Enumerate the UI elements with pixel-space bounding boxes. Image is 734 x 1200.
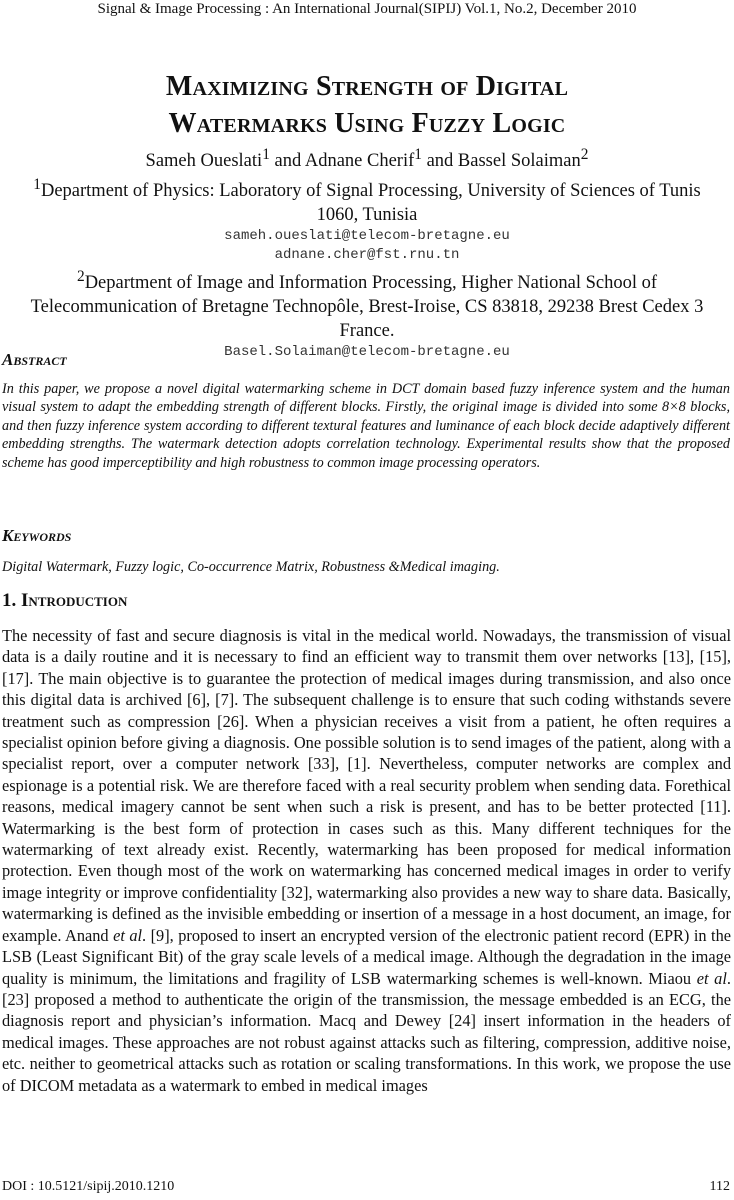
affiliation-1-text: Department of Physics: Laboratory of Signal Processing, University of Sciences of Tunis 1060, Tunisia <box>40 181 701 226</box>
introduction-heading: 1. Introduction <box>2 590 128 611</box>
email-2[interactable]: adnane.cher@fst.rnu.tn <box>274 247 460 264</box>
introduction-body <box>2 625 731 1096</box>
email-1[interactable]: sameh.oueslati@telecom-bretagne.eu <box>224 228 510 245</box>
author-1-sup: 1 <box>262 146 270 163</box>
title-line-2: Watermarks Using Fuzzy Logic <box>168 108 566 139</box>
intro-part-2: . [9], proposed to insert an encrypted version of the electronic patient record (EPR) in the LSB (Least Significant Bit) of the gray scale levels of a medical image. Although the degradation in the image quality is minimum, the limitations and fragility of LSB watermarking schemes is well-known. Miaou <box>2 925 731 988</box>
affiliation-1 <box>0 173 734 227</box>
author-list <box>0 143 734 173</box>
affiliation-2-text: Department of Image and Information Processing, Higher National School of Telecommunication of Bretagne Technopôle, Brest-Iroise, CS 83818, 29238 Brest Cedex 3 France. <box>30 273 704 342</box>
affiliation-2 <box>0 265 734 343</box>
author-1: Sameh Oueslati <box>145 151 263 172</box>
author-2: and Adnane Cherif <box>269 151 415 172</box>
running-head: Signal & Image Processing : An International Journal(SIPIJ) Vol.1, No.2, December 2010 <box>97 1 637 17</box>
intro-etal-2: et al <box>696 968 727 988</box>
title-line-1: Maximizing Strength of Digital <box>165 71 569 102</box>
paper-title <box>0 68 734 142</box>
author-3-sup: 2 <box>580 146 589 163</box>
intro-part-1: The necessity of fast and secure diagnosis is vital in the medical world. Nowadays, the transmission of visual data is a daily routine and it is necessary to find an efficient way to transmit them over networks [13], [15], [17]. The main objective is to guarantee the protection of medical images during transmission, and also once this digital data is archived [6], [7]. The subsequent challenge is to ensure that such coding withstands severe treatment such as compression [26]. When a physician receives a visit from a patient, he often requires a specialist opinion before giving a diagnosis. One possible solution is to send images of the patient, along with a specialist report, over a computer network [33], [1]. Nevertheless, computer networks are complex and espionage is a potential risk. We are therefore faced with a real security problem when sending data. Forethical reasons, medical imagery cannot be sent when such a risk is present, and has to be better protected [11]. Watermarking is the best form of protection in cases such as this. Many different techniques for the watermarking of text already exist. Recently, watermarking has been proposed for medical information protection. Even though most of the work on watermarking has concerned medical images in order to verify image integrity or improve confidentiality [32], watermarking also provides a new way to share data. Basically, watermarking is defined as the invisible embedding or insertion of a message in a host document, an image, for example. Anand <box>2 626 731 945</box>
author-2-sup: 1 <box>414 146 422 163</box>
author-3: and Bassel Solaiman <box>421 151 581 172</box>
abstract-heading: Abstract <box>2 350 67 369</box>
doi[interactable]: DOI : 10.5121/sipij.2010.1210 <box>2 1179 175 1194</box>
email-3[interactable]: Basel.Solaiman@telecom-bretagne.eu <box>224 344 510 361</box>
title-block <box>0 68 734 362</box>
affiliation-1-sup: 1 <box>33 176 41 194</box>
intro-etal-1: et al <box>113 925 143 945</box>
keywords-heading: Keywords <box>2 526 72 545</box>
page-number: 112 <box>709 1179 730 1194</box>
affiliation-2-sup: 2 <box>76 268 85 286</box>
keywords-body: Digital Watermark, Fuzzy logic, Co-occurrence Matrix, Robustness &Medical imaging. <box>2 559 500 575</box>
abstract-body: In this paper, we propose a novel digital watermarking scheme in DCT domain based fuzzy inference system and the human visual system to adapt the embedding strength of different blocks. Firstly, the original image is divided into some 8×8 blocks, and then fuzzy inference system according to different textural features and luminance of each block decide adaptively different embedding strengths. The watermark detection adopts correlation technology. Experimental results show that the proposed scheme has good imperceptibility and high robustness to common image processing operators. <box>2 381 730 471</box>
intro-part-3: . [23] proposed a method to authenticate the origin of the transmission, the message embedded is an ECG, the diagnosis report and physician’s information. Macq and Dewey [24] insert information in the headers of medical images. These approaches are not robust against attacks such as filtering, compression, additive noise, etc. neither to geometrical attacks such as rotation or scaling transformations. In this work, we propose the use of DICOM metadata as a watermark to embed in medical images <box>2 968 731 1095</box>
